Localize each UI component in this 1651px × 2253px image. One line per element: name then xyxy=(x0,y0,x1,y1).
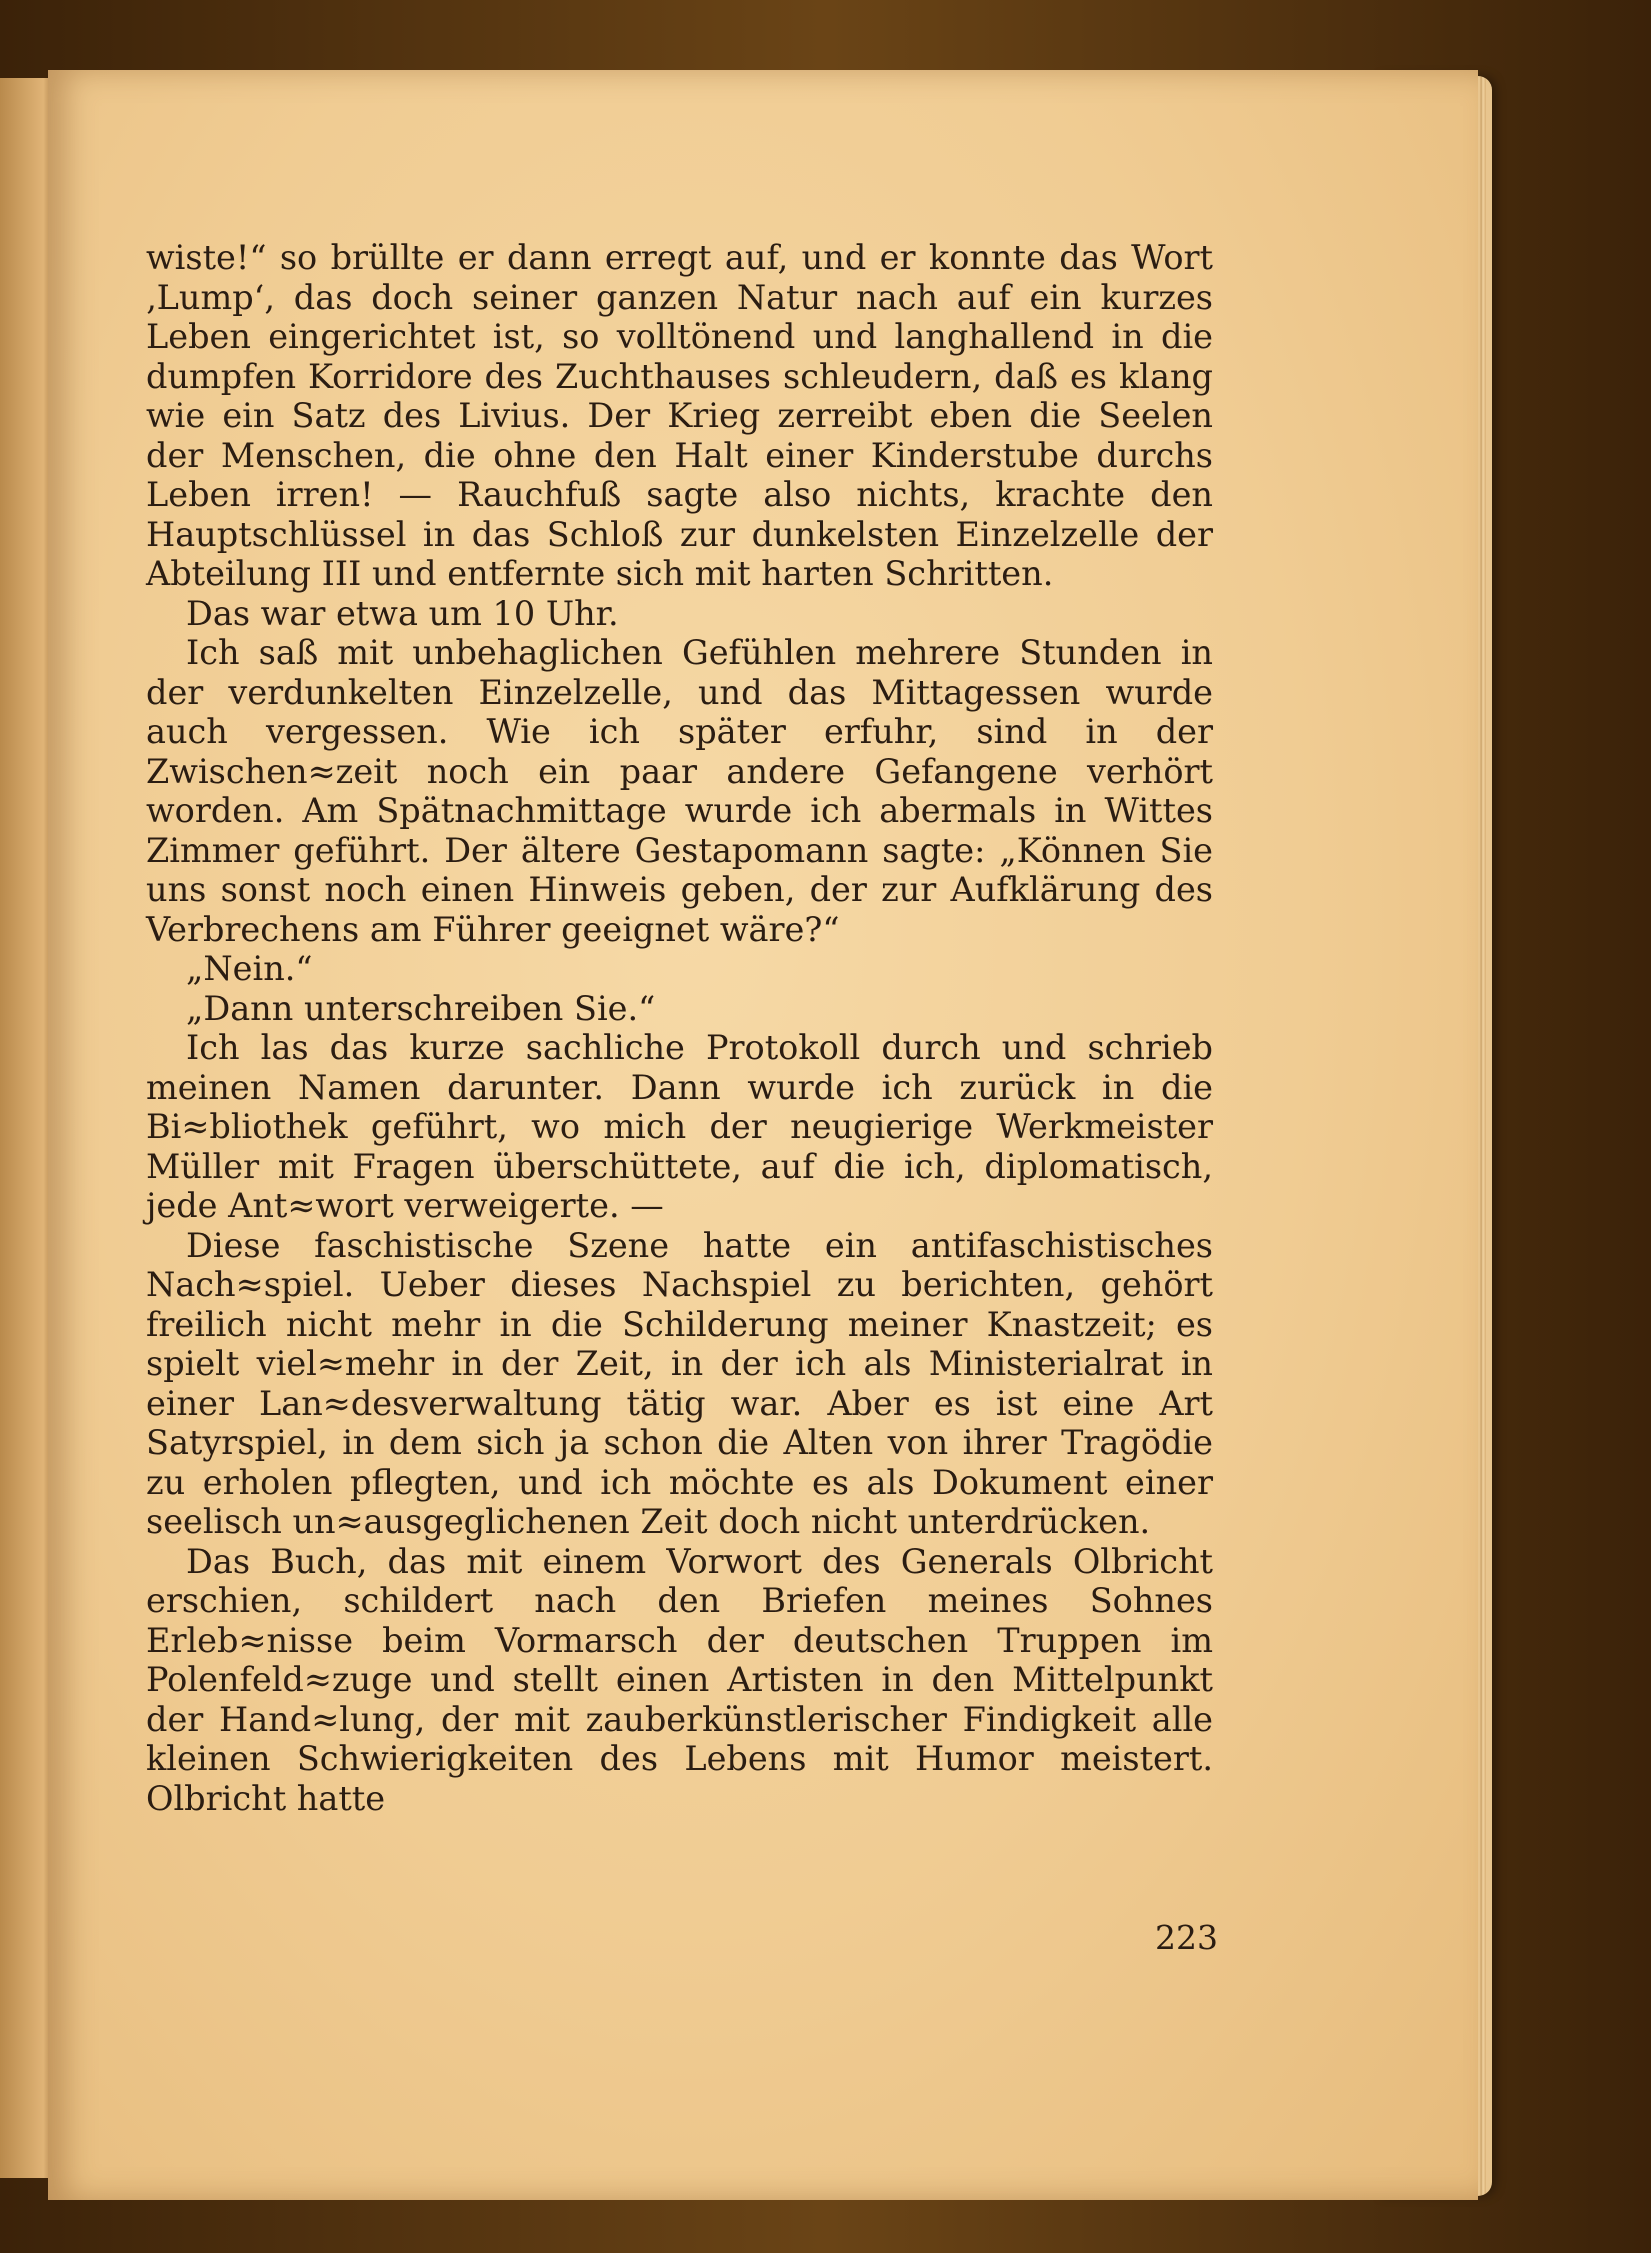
paragraph-3: Ich saß mit unbehaglichen Gefühlen mehrere Stunden in der verdunkelten Einzelzelle, und das Mittagessen wurde auch vergessen. Wie ich später erfuhr, sind in der Zwischen≈zeit noch ein paar andere Gefangene verhört worden. Am Spätnachmittage wurde ich abermals in Wittes Zimmer geführt. Der ältere Gestapomann sagte: „Können Sie uns sonst noch einen Hinweis geben, der zur Aufklärung des Verbrechens am Führer geeignet wäre?“ xyxy=(146,633,1213,949)
page-number: 223 xyxy=(1155,1918,1218,1957)
paragraph-4: „Nein.“ xyxy=(186,949,313,988)
page-text xyxy=(146,238,1213,1838)
paragraph-1: wiste!“ so brüllte er dann erregt auf, und er konnte das Wort ‚Lump‘, das doch seiner ganzen Natur nach auf ein kurzes Leben eingerichtet ist, so volltönend und langhallend in die dumpfen Korridore des Zuchthauses schleudern, daß es klang wie ein Satz des Livius. Der Krieg zerreibt eben die Seelen der Menschen, die ohne den Halt einer Kinderstube durchs Leben irren! — Rauchfuß sagte also nichts, krachte den Hauptschlüssel in das Schloß zur dunkelsten Einzelzelle der Abteilung III und entfernte sich mit harten Schritten. xyxy=(146,238,1213,593)
paragraph-7: Diese faschistische Szene hatte ein antifaschistisches Nach≈spiel. Ueber dieses Nachspiel zu berichten, gehört freilich nicht mehr in die Schilderung meiner Knastzeit; es spielt viel≈mehr in der Zeit, in der ich als Ministerialrat in einer Lan≈desverwaltung tätig war. Aber es ist eine Art Satyrspiel, in dem sich ja schon die Alten von ihrer Tragödie zu erholen pflegten, und ich möchte es als Dokument einer seelisch un≈ausgeglichenen Zeit doch nicht unterdrücken. xyxy=(146,1225,1213,1541)
paragraph-2: Das war etwa um 10 Uhr. xyxy=(186,593,619,633)
paragraph-8: Das Buch, das mit einem Vorwort des Generals Olbricht erschien, schildert nach den Briefen meines Sohnes Erleb≈nisse beim Vormarsch der deutschen Truppen im Polenfeld≈zuge und stellt einen Artisten in den Mittelpunkt der Hand≈lung, der mit zauberkünstlerischer Findigkeit alle kleinen Schwierigkeiten des Lebens mit Humor meistert. Olbricht hatte xyxy=(146,1541,1213,1818)
paragraph-6: Ich las das kurze sachliche Protokoll durch und schrieb meinen Namen darunter. Dann wurde ich zurück in die Bi≈bliothek geführt, wo mich der neugierige Werkmeister Müller mit Fragen überschüttete, auf die ich, diplomatisch, jede Ant≈wort verweigerte. — xyxy=(146,1028,1213,1225)
paragraph-5: „Dann unterschreiben Sie.“ xyxy=(186,988,656,1028)
